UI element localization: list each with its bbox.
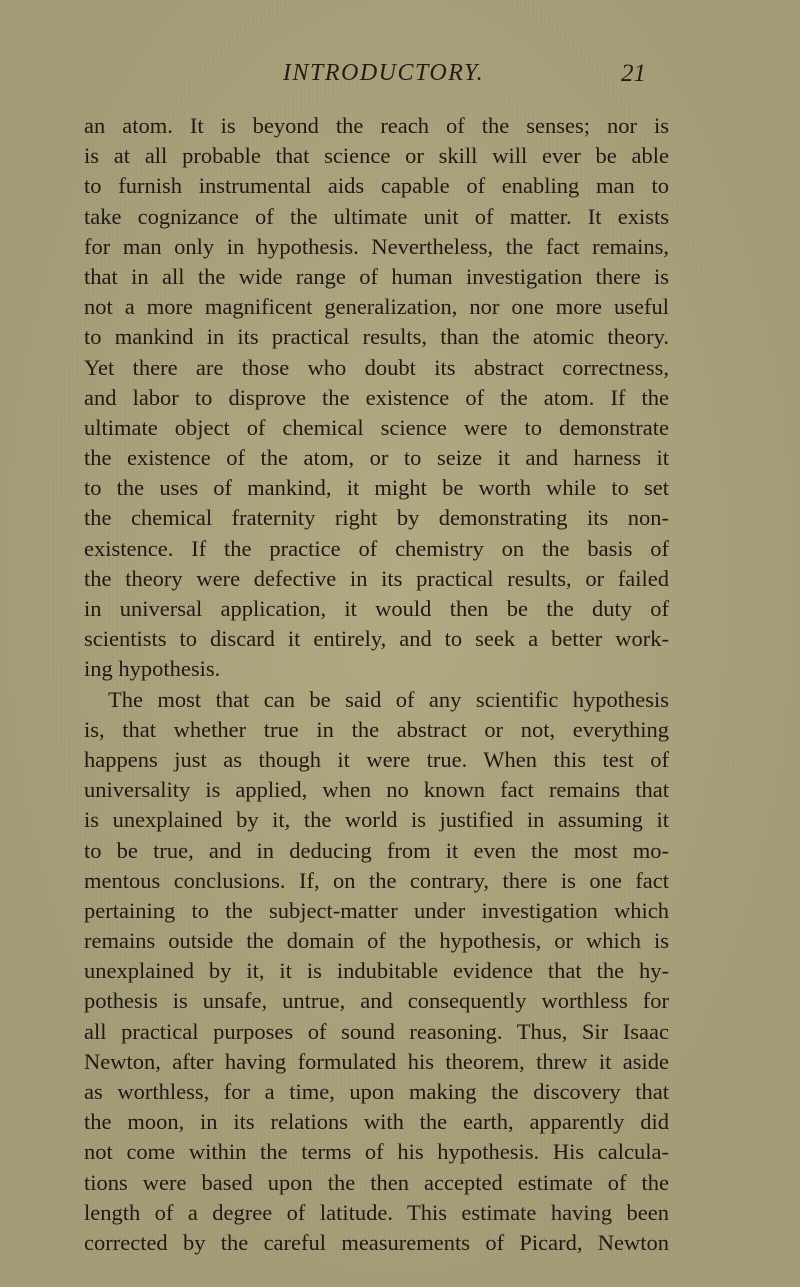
- text-line: ultimate object of chemical science were to demonstrate: [84, 414, 669, 440]
- text-line: is at all probable that science or skill will ever be able: [84, 143, 669, 169]
- text-line: scientists to discard it entirely, and to seek a better work-: [84, 626, 669, 652]
- text-line: is, that whether true in the abstract or not, everything: [84, 716, 669, 742]
- body-text: [84, 111, 669, 1258]
- text-line: in universal application, it would then be the duty of: [84, 596, 669, 621]
- text-line: all practical purposes of sound reasoning. Thus, Sir Isaac: [84, 1018, 669, 1044]
- text-line: pertaining to the subject-matter under investigation which: [84, 897, 669, 923]
- text-line: not come within the terms of his hypothesis. His calcula-: [84, 1139, 669, 1165]
- text-line: for man only in hypothesis. Nevertheless, the fact remains,: [84, 233, 669, 259]
- text-line: is unexplained by it, the world is justified in assuming it: [84, 807, 669, 833]
- text-line: corrected by the careful measurements of Picard, Newton: [84, 1229, 669, 1255]
- text-line: to mankind in its practical results, than the atomic theory.: [84, 324, 669, 350]
- text-line: the chemical fraternity right by demonstrating its non-: [84, 505, 669, 531]
- text-line: to the uses of mankind, it might be worth while to set: [84, 475, 669, 501]
- text-line: existence. If the practice of chemistry on the basis of: [84, 535, 669, 561]
- text-line: remains outside the domain of the hypothesis, or which is: [84, 928, 669, 954]
- running-head: INTRODUCTORY.: [283, 60, 485, 86]
- text-line: happens just as though it were true. When this test of: [84, 746, 669, 772]
- text-line: mentous conclusions. If, on the contrary, there is one fact: [84, 867, 669, 893]
- text-line: to be true, and in deducing from it even the most mo-: [84, 837, 669, 863]
- page-number: 21: [621, 60, 646, 87]
- text-line: The most that can be said of any scientific hypothesis: [108, 686, 669, 712]
- text-line: the theory were defective in its practical results, or failed: [84, 565, 669, 591]
- text-line: pothesis is unsafe, untrue, and consequently worthless for: [84, 988, 669, 1014]
- text-line: Newton, after having formulated his theorem, threw it aside: [84, 1048, 669, 1074]
- text-line: tions were based upon the then accepted estimate of the: [84, 1169, 669, 1195]
- text-line: take cognizance of the ultimate unit of matter. It exists: [84, 203, 669, 229]
- text-line: and labor to disprove the existence of the atom. If the: [84, 384, 669, 410]
- text-line: to furnish instrumental aids capable of enabling man to: [84, 173, 669, 199]
- text-line: ing hypothesis.: [84, 656, 221, 682]
- text-line: an atom. It is beyond the reach of the senses; nor is: [84, 113, 669, 138]
- text-line: length of a degree of latitude. This estimate having been: [84, 1199, 669, 1225]
- text-line: that in all the wide range of human investigation there is: [84, 263, 669, 289]
- text-line: universality is applied, when no known fact remains that: [84, 777, 669, 803]
- text-line: Yet there are those who doubt its abstract correctness,: [84, 354, 669, 380]
- text-line: as worthless, for a time, upon making the discovery that: [84, 1079, 669, 1104]
- text-line: the existence of the atom, or to seize it and harness it: [84, 445, 669, 471]
- text-line: unexplained by it, it is indubitable evidence that the hy-: [84, 958, 669, 984]
- text-line: the moon, in its relations with the earth, apparently did: [84, 1109, 669, 1135]
- text-line: not a more magnificent generalization, nor one more useful: [84, 294, 669, 320]
